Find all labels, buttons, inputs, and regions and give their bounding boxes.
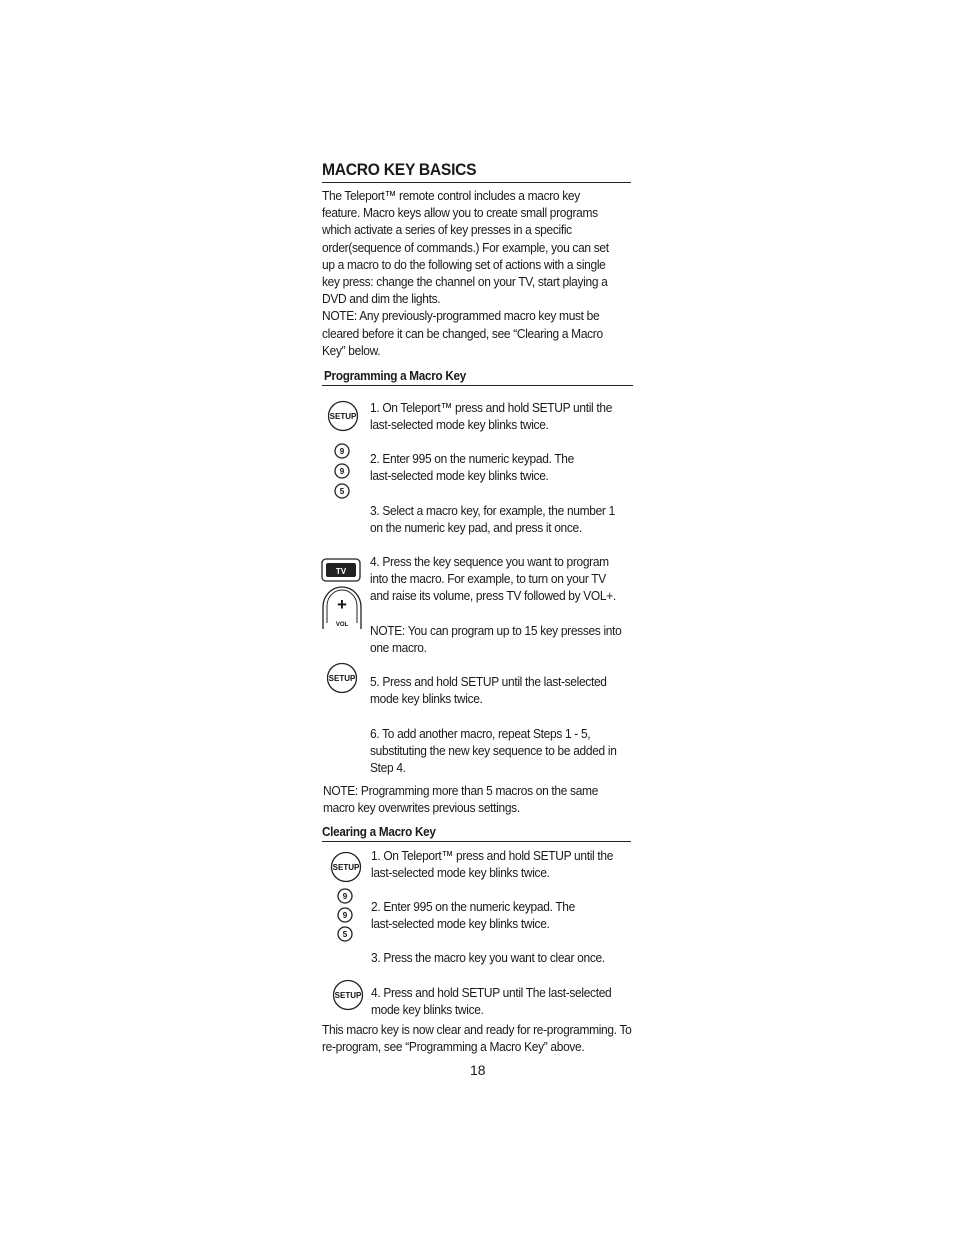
intro-line: key press: change the channel on your TV, start playing a <box>322 274 608 290</box>
step-line: last-selected mode key blinks twice. <box>370 468 549 484</box>
step-line: 1. On Teleport™ press and hold SETUP until the <box>370 400 613 415</box>
intro-line: DVD and dim the lights. <box>322 291 441 307</box>
programming-step-5 <box>370 673 607 707</box>
step-line: last-selected mode key blinks twice. <box>371 865 550 881</box>
clearing-step-1 <box>371 847 613 881</box>
step-line: on the numeric key pad, and press it once. <box>370 520 582 536</box>
digit-key-label: 5 <box>339 487 345 496</box>
setup-button-icon <box>325 662 359 694</box>
step-line: 2. Enter 995 on the numeric keypad. The <box>370 451 574 466</box>
page-title: MACRO KEY BASICS <box>322 160 477 179</box>
tv-key-label: TV <box>335 567 347 576</box>
programming-rule <box>322 385 633 386</box>
step-line: and raise its volume, press TV followed by VOL+. <box>370 588 616 604</box>
intro-line: up a macro to do the following set of actions with a single <box>322 256 606 272</box>
intro-line: feature. Macro keys allow you to create small programs <box>322 205 598 221</box>
step-line: Step 4. <box>370 760 406 776</box>
title-rule <box>322 182 631 183</box>
digit-keys-icon <box>335 886 355 946</box>
programming-step-note <box>370 622 621 656</box>
page-number: 18 <box>470 1062 486 1078</box>
tv-vol-keys-icon <box>320 557 364 631</box>
programming-step-3 <box>370 502 615 536</box>
step-line: one macro. <box>370 640 427 656</box>
step-line: 1. On Teleport™ press and hold SETUP until the <box>371 848 614 863</box>
intro-line: which activate a series of key presses in a specific <box>322 222 572 238</box>
step-line: last-selected mode key blinks twice. <box>371 916 550 932</box>
clearing-rule <box>322 841 631 842</box>
programming-heading: Programming a Macro Key <box>324 368 467 383</box>
vol-key-label: VOL <box>335 622 349 628</box>
step-line: mode key blinks twice. <box>371 1002 484 1018</box>
step-line: 6. To add another macro, repeat Steps 1 - 5, <box>370 726 591 741</box>
step-line: mode key blinks twice. <box>370 691 483 707</box>
step-line: 4. Press and hold SETUP until The last-selected <box>371 985 612 1000</box>
setup-button-icon <box>329 851 363 883</box>
programming-note <box>323 782 598 816</box>
digit-key-label: 9 <box>342 892 348 901</box>
digit-keys-icon <box>332 442 352 502</box>
step-line: last-selected mode key blinks twice. <box>370 417 549 433</box>
programming-step-4 <box>370 553 616 605</box>
clearing-step-3 <box>371 949 605 966</box>
intro-note-line: NOTE: Any previously-programmed macro key must be <box>322 308 600 324</box>
intro-line: The Teleport™ remote control includes a macro key <box>322 188 580 203</box>
programming-step-2 <box>370 450 574 484</box>
clearing-heading: Clearing a Macro Key <box>322 824 436 839</box>
step-line: 4. Press the key sequence you want to program <box>370 554 609 569</box>
setup-button-icon <box>326 400 360 432</box>
digit-key-label: 9 <box>342 911 348 920</box>
digit-key-label: 9 <box>339 447 345 456</box>
step-line: 3. Press the macro key you want to clear once. <box>371 950 605 965</box>
step-line: NOTE: You can program up to 15 key presses into <box>370 623 622 638</box>
clearing-step-4 <box>371 984 611 1018</box>
setup-button-icon <box>331 979 365 1011</box>
closing-line: re-program, see “Programming a Macro Key” above. <box>322 1039 585 1055</box>
note-line: macro key overwrites previous settings. <box>323 800 520 816</box>
note-line: NOTE: Programming more than 5 macros on the same <box>323 783 599 798</box>
setup-button-label: SETUP <box>332 863 360 872</box>
step-line: substituting the new key sequence to be added in <box>370 743 617 759</box>
setup-button-label: SETUP <box>329 412 357 421</box>
setup-button-label: SETUP <box>328 674 356 683</box>
step-line: 5. Press and hold SETUP until the last-selected <box>370 674 607 689</box>
intro-note-line: Key” below. <box>322 342 381 358</box>
setup-button-label: SETUP <box>334 991 362 1000</box>
intro-note-line: cleared before it can be changed, see “Clearing a Macro <box>322 325 603 341</box>
vol-plus-label: + <box>337 595 347 614</box>
programming-step-1 <box>370 399 612 433</box>
step-line: into the macro. For example, to turn on your TV <box>370 571 606 587</box>
step-line: 3. Select a macro key, for example, the number 1 <box>370 503 615 518</box>
closing-line: This macro key is now clear and ready for re-programming. To <box>322 1022 632 1037</box>
digit-key-label: 9 <box>339 467 345 476</box>
step-line: 2. Enter 995 on the numeric keypad. The <box>371 899 575 914</box>
programming-step-6 <box>370 725 617 777</box>
clearing-step-2 <box>371 898 575 932</box>
digit-key-label: 5 <box>342 930 348 939</box>
intro-paragraph <box>322 187 609 359</box>
intro-line: order(sequence of commands.) For example, you can set <box>322 239 609 255</box>
clearing-closing <box>322 1021 631 1055</box>
